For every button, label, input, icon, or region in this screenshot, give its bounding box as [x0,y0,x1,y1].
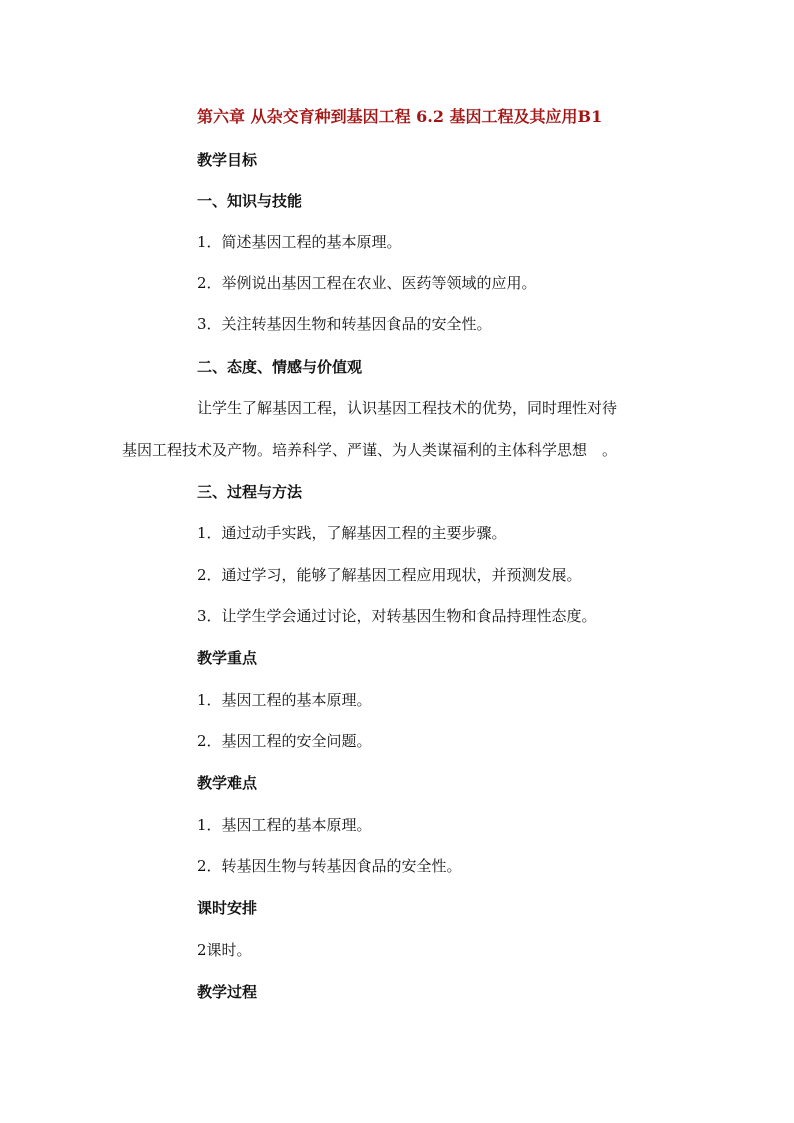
attitude-paragraph-line1: 让学生了解基因工程，认识基因工程技术的优势，同时理性对待 [197,399,618,417]
difficulties-heading: 教学难点 [197,774,258,792]
knowledge-item: 3．关注转基因生物和转基因食品的安全性。 [197,315,492,333]
process-item: 2．通过学习，能够了解基因工程应用现状，并预测发展。 [197,566,582,584]
knowledge-item: 1．简述基因工程的基本原理。 [197,233,402,251]
document-title: 第六章 从杂交育种到基因工程 6.2 基因工程及其应用B1 [197,107,603,126]
schedule-heading: 课时安排 [197,899,258,917]
schedule-value: 2课时。 [197,941,252,959]
difficulty-item: 1．基因工程的基本原理。 [197,816,372,834]
process-item: 1．通过动手实践，了解基因工程的主要步骤。 [197,524,507,542]
process-heading: 三、过程与方法 [197,483,303,501]
key-point-item: 2．基因工程的安全问题。 [197,732,372,750]
attitude-heading: 二、态度、情感与价值观 [197,358,363,376]
knowledge-heading: 一、知识与技能 [197,192,303,210]
attitude-paragraph-line2: 基因工程技术及产物。培养科学、严谨、为人类谋福利的主体科学思想 。 [122,441,618,459]
process-item: 3．让学生学会通过讨论，对转基因生物和食品持理性态度。 [197,607,597,625]
procedure-heading: 教学过程 [197,983,258,1001]
knowledge-item: 2．举例说出基因工程在农业、医药等领域的应用。 [197,274,537,292]
objectives-heading: 教学目标 [197,151,258,169]
key-point-item: 1．基因工程的基本原理。 [197,691,372,709]
difficulty-item: 2．转基因生物与转基因食品的安全性。 [197,857,462,875]
key-points-heading: 教学重点 [197,649,258,667]
